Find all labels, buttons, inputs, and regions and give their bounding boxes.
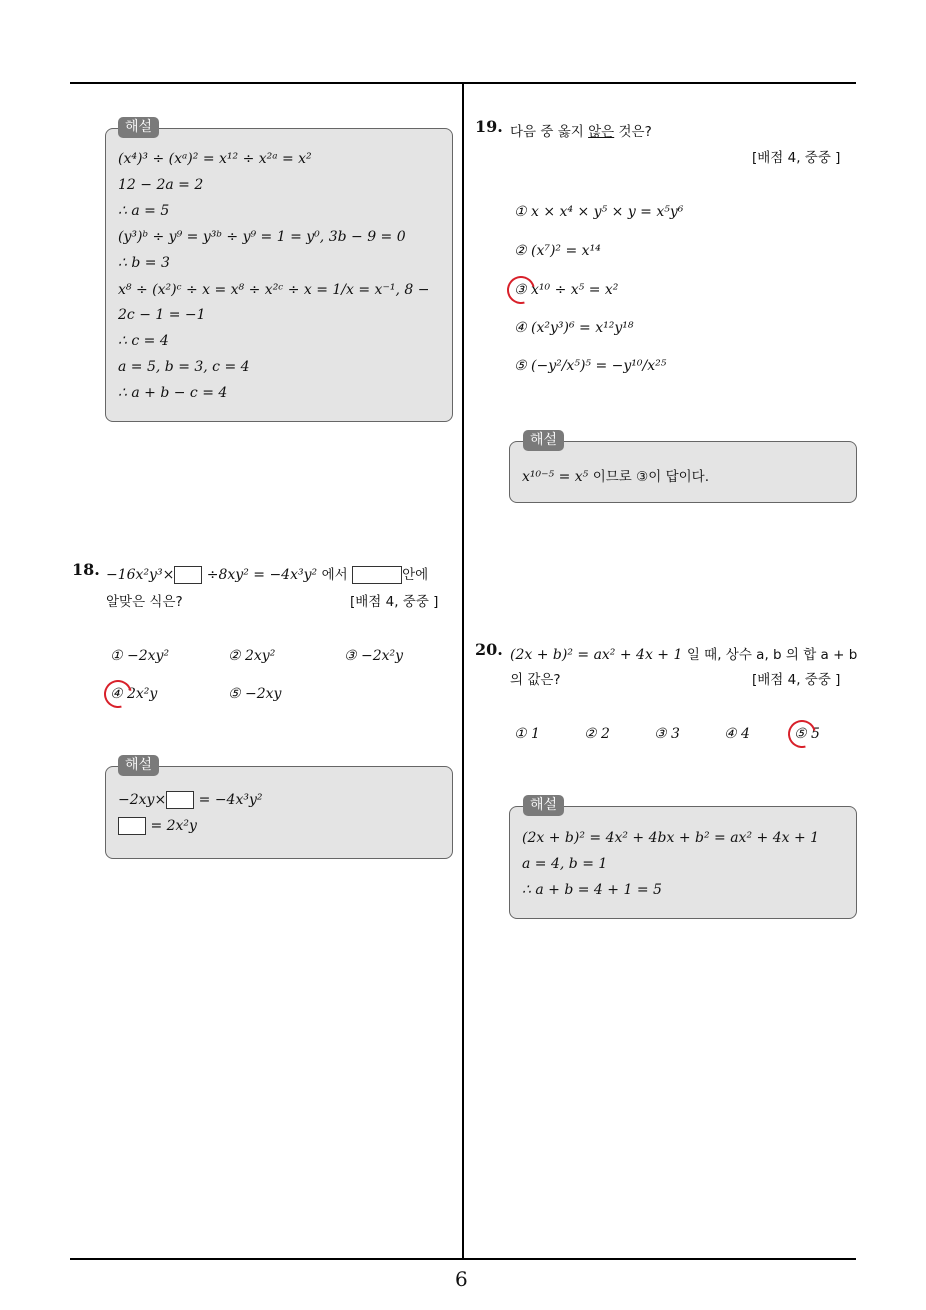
q19-choice-1[interactable]: ① x × x⁴ × y⁵ × y = x⁵y⁶ <box>514 204 684 220</box>
q19-stem-underlined: 않은 <box>588 124 615 140</box>
q18-stem-expr-a: −16x²y³× <box>106 567 175 583</box>
q17-solution-line: 12 − 2a = 2 <box>118 177 204 193</box>
q18-blank <box>174 566 202 584</box>
q19-stem <box>510 120 652 140</box>
q18-meta: [배점 4, 중중 ] <box>350 594 439 610</box>
q18-solution-badge: 해설 <box>118 755 159 776</box>
q19-choice-3[interactable]: ③ x¹⁰ ÷ x⁵ = x² <box>514 282 619 298</box>
q18-solution-expr-a: −2xy× <box>118 792 167 808</box>
q20-stem-line1 <box>510 643 857 663</box>
q18-stem-text-a: 에서 <box>321 567 348 583</box>
q17-solution-line: 2c − 1 = −1 <box>118 307 206 323</box>
q19-solution-badge: 해설 <box>523 430 564 451</box>
q17-solution-box <box>105 128 453 422</box>
q20-solution-line: a = 4, b = 1 <box>522 856 608 872</box>
q18-stem-expr-b: ÷8xy² = −4x³y² <box>206 567 318 583</box>
q19-solution-expr: x¹⁰⁻⁵ = x⁵ <box>522 469 589 485</box>
q19-choice-4[interactable]: ④ (x²y³)⁶ = x¹²y¹⁸ <box>514 320 634 336</box>
q19-number: 19. <box>475 117 503 136</box>
q20-number: 20. <box>475 640 503 659</box>
column-divider <box>462 83 464 1259</box>
q19-solution-text: 이므로 ③이 답이다. <box>592 469 709 485</box>
q20-choice-1[interactable]: ① 1 <box>514 726 540 742</box>
q18-solution-line2 <box>118 817 197 835</box>
q17-solution-line: a = 5, b = 3, c = 4 <box>118 359 250 375</box>
q19-solution-line <box>522 465 709 485</box>
q19-answer-mark <box>502 271 540 309</box>
q18-solution-line1 <box>118 791 263 809</box>
q18-choice-5[interactable]: ⑤ −2xy <box>228 686 282 702</box>
q20-meta: [배점 4, 중중 ] <box>752 672 841 688</box>
q20-stem-expr: (2x + b)² = ax² + 4x + 1 <box>510 647 683 663</box>
q18-answer-mark <box>99 675 137 713</box>
q18-choice-2[interactable]: ② 2xy² <box>228 648 276 664</box>
q18-solution-blank <box>118 817 146 835</box>
q19-stem-b: 것은? <box>618 124 652 140</box>
q17-solution-badge: 해설 <box>118 117 159 138</box>
q17-solution-line: ∴ a + b − c = 4 <box>118 385 228 401</box>
q20-answer-mark <box>783 715 821 753</box>
q17-solution-line: ∴ c = 4 <box>118 333 169 349</box>
q20-choice-5[interactable]: ⑤ 5 <box>794 726 820 742</box>
bottom-rule <box>70 1258 856 1260</box>
q17-solution-line: ∴ a = 5 <box>118 203 170 219</box>
q17-solution-line: x⁸ ÷ (x²)ᶜ ÷ x = x⁸ ÷ x²ᶜ ÷ x = 1/x = x⁻¹, 8 − <box>118 282 430 298</box>
q20-stem-text: 일 때, 상수 a, b 의 합 a + b <box>686 647 858 663</box>
q18-solution-expr-c: = 2x²y <box>150 818 197 834</box>
q19-choice-2[interactable]: ② (x⁷)² = x¹⁴ <box>514 243 601 259</box>
q19-stem-a: 다음 중 옳지 <box>510 124 584 140</box>
q18-stem-text-b: 안에 <box>402 567 429 583</box>
q19-meta: [배점 4, 중중 ] <box>752 150 841 166</box>
q20-solution-line: ∴ a + b = 4 + 1 = 5 <box>522 882 662 898</box>
q20-choice-2[interactable]: ② 2 <box>584 726 610 742</box>
q17-solution-line: ∴ b = 3 <box>118 255 170 271</box>
q18-choice-3[interactable]: ③ −2x²y <box>344 648 404 664</box>
q20-stem-line2: 의 값은? <box>510 672 561 688</box>
q20-solution-badge: 해설 <box>523 795 564 816</box>
q18-stem-line1 <box>106 563 428 584</box>
q18-stem-line2: 알맞은 식은? <box>106 594 183 610</box>
q18-solution-blank <box>166 791 194 809</box>
q18-choice-1[interactable]: ① −2xy² <box>110 648 170 664</box>
q18-blank-wide <box>352 566 402 584</box>
q17-solution-line: (x⁴)³ ÷ (xᵃ)² = x¹² ÷ x²ᵃ = x² <box>118 151 312 167</box>
q17-solution-line: (y³)ᵇ ÷ y⁹ = y³ᵇ ÷ y⁹ = 1 = y⁰, 3b − 9 = 0 <box>118 229 406 245</box>
page-number: 6 <box>455 1267 468 1291</box>
q19-choice-5[interactable]: ⑤ (−y²/x⁵)⁵ = −y¹⁰/x²⁵ <box>514 358 667 374</box>
q20-choice-4[interactable]: ④ 4 <box>724 726 750 742</box>
q18-choice-4[interactable]: ④ 2x²y <box>110 686 158 702</box>
q20-choice-3[interactable]: ③ 3 <box>654 726 680 742</box>
q20-solution-line: (2x + b)² = 4x² + 4bx + b² = ax² + 4x + 1 <box>522 830 820 846</box>
q18-solution-box <box>105 766 453 859</box>
q18-solution-expr-b: = −4x³y² <box>198 792 263 808</box>
q18-number: 18. <box>72 560 100 579</box>
